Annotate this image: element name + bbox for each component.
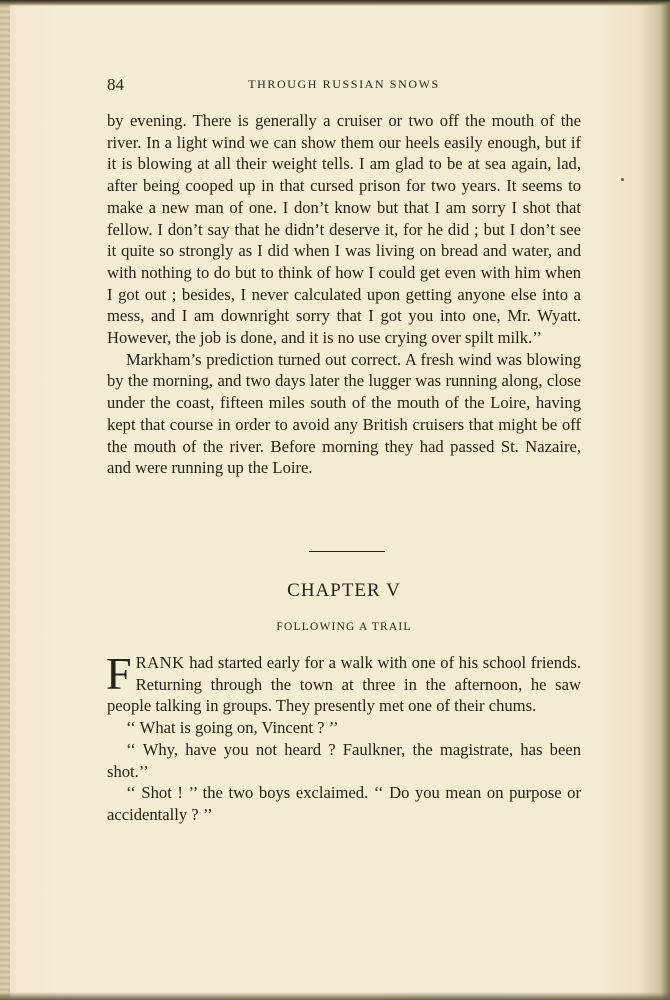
chapter-title: CHAPTER V xyxy=(287,580,401,601)
body-text xyxy=(107,110,581,479)
dialogue-paragraph: ‘‘ Why, have you not heard ? Faulkner, the magistrate, has been shot.’’ xyxy=(107,739,581,781)
body-paragraph: Markham’s prediction turned out correct. A fresh wind was blowing by the morning, and two days later the lugger was running along, close under the coast, fifteen miles south of the mouth of the Loire, having kept that course in order to avoid any British cruisers that might be off the mouth of the river. Before morning they had passed St. Nazaire, and were running up the Loire. xyxy=(107,349,581,478)
chapter-text xyxy=(106,648,581,826)
drop-cap: F xyxy=(106,648,132,699)
page-number: 84 xyxy=(107,75,124,94)
page-top-edge xyxy=(0,0,670,6)
running-title: THROUGH RUSSIAN SNOWS xyxy=(248,77,440,91)
first-paragraph-text: had started early for a walk with one of his school friends. Returning through the town at three in the afternoon, he saw people talking in groups. They presently met one of their chums. xyxy=(107,653,581,716)
section-divider xyxy=(309,551,385,552)
dialogue-paragraph: ‘‘ Shot ! ’’ the two boys exclaimed. ‘‘ Do you mean on purpose or accidentally ? ’’ xyxy=(107,783,581,824)
dialogue-paragraph: ‘‘ What is going on, Vincent ? ’’ xyxy=(126,718,339,738)
chapter-first-paragraph xyxy=(106,648,581,717)
body-paragraph: by evening. There is generally a cruiser or two off the mouth of the river. In a light wind we can show them our heels easily enough, but if it is blowing at all their weight tells. I am glad to be at sea again, lad, after being cooped up in that cursed prison for two years. It seems to make a new man of one. I don’t know but that I am sorry I shot that fellow. I don’t say that he didn’t deserve it, for he did ; but I don’t see it quite so strongly as I did when I was living on bread and water, and with nothing to do but to think of how I could get even with him when I got out ; besides, I never calculated upon getting anyone else into a mess, and I am downright sorry that I got you into one, Mr. Wyatt. However, the job is done, and it is no use crying over spilt milk.’’ xyxy=(107,111,581,348)
page-header xyxy=(107,75,581,95)
first-word-caps: RANK xyxy=(135,653,185,672)
page-binding-edge xyxy=(0,0,10,1000)
page-bottom-edge xyxy=(0,992,670,1000)
chapter-subtitle: FOLLOWING A TRAIL xyxy=(276,621,412,633)
paper-speck xyxy=(621,178,624,181)
